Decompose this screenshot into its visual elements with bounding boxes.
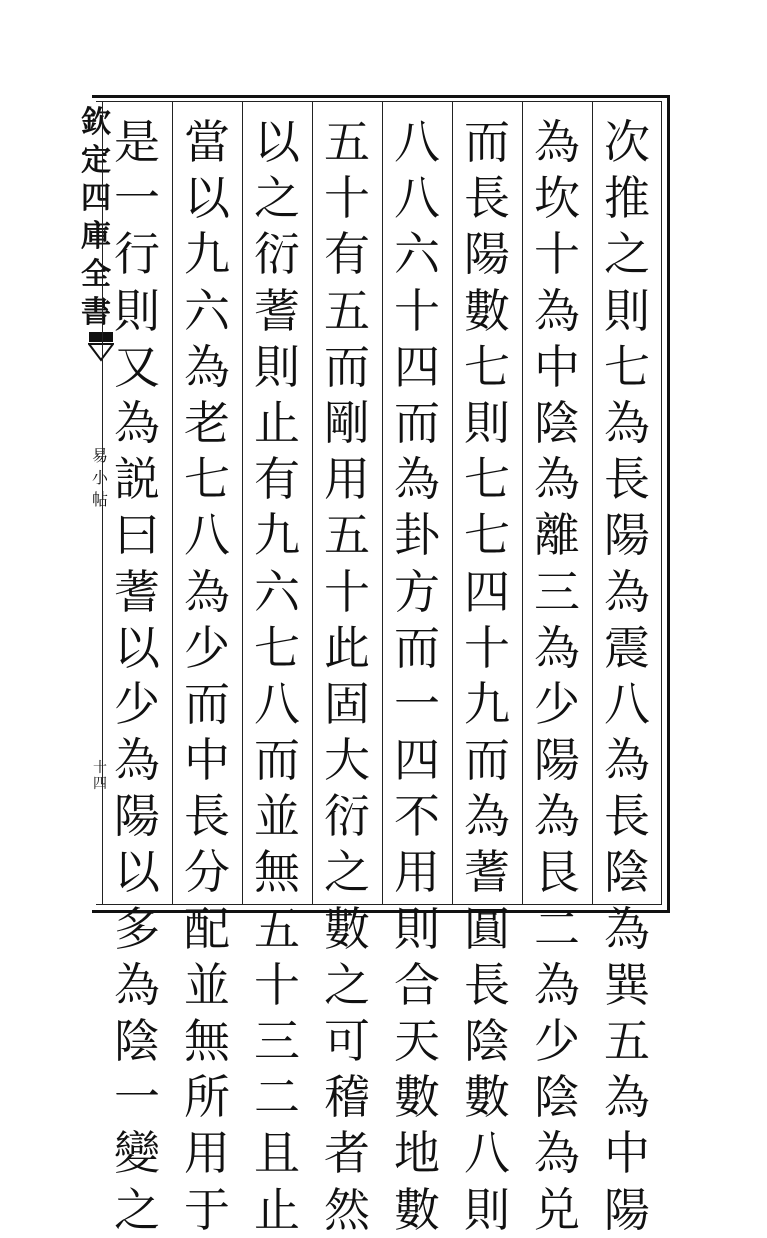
character: 長 xyxy=(464,171,510,226)
character: 帖 xyxy=(91,490,108,509)
character: 欽 xyxy=(81,105,111,140)
character: 以 xyxy=(254,115,300,169)
character: 全 xyxy=(81,257,111,292)
character: 長 xyxy=(184,789,230,844)
character: 止 xyxy=(254,395,300,450)
character: 長 xyxy=(464,957,510,1012)
character: 為 xyxy=(534,283,580,338)
character: 次 xyxy=(604,115,650,169)
character: 少 xyxy=(534,1014,580,1068)
character: 七 xyxy=(464,508,510,563)
character: 並 xyxy=(184,957,230,1012)
character: 則 xyxy=(464,1182,510,1237)
character: 為 xyxy=(114,395,160,450)
text-column xyxy=(172,114,242,1237)
character: 天 xyxy=(394,1014,440,1068)
character: 用 xyxy=(324,452,370,507)
character: 五 xyxy=(324,508,370,563)
character: 固 xyxy=(324,676,370,731)
character: 為 xyxy=(114,733,160,788)
character: 則 xyxy=(604,283,650,338)
character: 説 xyxy=(114,452,160,507)
character: 而 xyxy=(464,115,510,169)
character: 十 xyxy=(93,760,107,776)
character: 四 xyxy=(464,564,510,619)
character: 為 xyxy=(604,395,650,450)
character: 則 xyxy=(464,395,510,450)
character: 然 xyxy=(324,1182,370,1237)
character: 中 xyxy=(604,1126,650,1181)
character: 六 xyxy=(394,227,440,282)
character: 中 xyxy=(534,339,580,394)
character: 又 xyxy=(114,339,160,394)
character: 十 xyxy=(254,957,300,1012)
text-column xyxy=(312,114,382,1237)
character: 而 xyxy=(394,395,440,450)
character: 為 xyxy=(604,733,650,788)
character: 卦 xyxy=(394,508,440,563)
character: 陰 xyxy=(604,845,650,900)
character: 為 xyxy=(464,789,510,844)
character: 圓 xyxy=(464,901,510,956)
character: 少 xyxy=(534,676,580,731)
character: 而 xyxy=(254,733,300,788)
character: 之 xyxy=(604,227,650,282)
character: 四 xyxy=(81,181,111,216)
character: 而 xyxy=(324,339,370,394)
character: 數 xyxy=(394,1070,440,1125)
text-column xyxy=(242,114,312,1237)
character: 于 xyxy=(184,1182,230,1237)
character: 三 xyxy=(534,564,580,619)
character: 用 xyxy=(394,845,440,900)
character: 為 xyxy=(534,1126,580,1181)
character: 兑 xyxy=(534,1182,580,1237)
character: 十 xyxy=(394,283,440,338)
character: 當 xyxy=(184,115,230,169)
character: 數 xyxy=(324,901,370,956)
text-column xyxy=(452,114,522,1237)
character: 而 xyxy=(464,733,510,788)
character: 衍 xyxy=(254,227,300,282)
character: 八 xyxy=(394,115,440,169)
character: 七 xyxy=(254,620,300,675)
character: 八 xyxy=(254,676,300,731)
character: 為 xyxy=(604,564,650,619)
character: 一 xyxy=(394,676,440,731)
character: 以 xyxy=(184,171,230,226)
character: 分 xyxy=(184,845,230,900)
character: 四 xyxy=(93,776,107,792)
character: 以 xyxy=(114,845,160,900)
character: 為 xyxy=(604,901,650,956)
character: 方 xyxy=(394,564,440,619)
character: 陽 xyxy=(604,508,650,563)
character: 為 xyxy=(534,115,580,169)
character: 九 xyxy=(184,227,230,282)
character: 用 xyxy=(184,1126,230,1181)
character: 多 xyxy=(114,901,160,956)
character: 陽 xyxy=(464,227,510,282)
character: 為 xyxy=(534,789,580,844)
character: 數 xyxy=(464,1070,510,1125)
character: 而 xyxy=(394,620,440,675)
character: 行 xyxy=(114,227,160,282)
character: 七 xyxy=(464,452,510,507)
character: 二 xyxy=(254,1070,300,1125)
character: 庫 xyxy=(81,219,111,254)
character: 之 xyxy=(254,171,300,226)
character: 一 xyxy=(114,171,160,226)
character: 巽 xyxy=(604,957,650,1012)
character: 易 xyxy=(91,446,108,465)
character: 無 xyxy=(184,1014,230,1068)
character: 七 xyxy=(464,339,510,394)
character: 一 xyxy=(114,1070,160,1125)
character: 為 xyxy=(394,452,440,507)
character: 地 xyxy=(394,1126,440,1181)
character: 所 xyxy=(184,1070,230,1125)
character: 大 xyxy=(324,733,370,788)
character: 定 xyxy=(81,143,111,178)
character: 二 xyxy=(534,901,580,956)
character: 陽 xyxy=(534,733,580,788)
character: 五 xyxy=(324,115,370,169)
character: 長 xyxy=(604,452,650,507)
character: 十 xyxy=(324,171,370,226)
character: 十 xyxy=(464,620,510,675)
character: 推 xyxy=(604,171,650,226)
character: 則 xyxy=(114,283,160,338)
character: 不 xyxy=(394,789,440,844)
character: 八 xyxy=(464,1126,510,1181)
character: 小 xyxy=(91,468,108,487)
character: 離 xyxy=(534,508,580,563)
character: 七 xyxy=(604,339,650,394)
character: 為 xyxy=(184,564,230,619)
character: 則 xyxy=(254,339,300,394)
character: 並 xyxy=(254,789,300,844)
character: 曰 xyxy=(114,508,160,563)
character: 為 xyxy=(534,620,580,675)
character: 中 xyxy=(184,733,230,788)
character: 剛 xyxy=(324,395,370,450)
character: 蓍 xyxy=(464,845,510,900)
character: 無 xyxy=(254,845,300,900)
character: 九 xyxy=(254,508,300,563)
character: 陽 xyxy=(114,789,160,844)
character: 而 xyxy=(184,676,230,731)
character: 陰 xyxy=(114,1014,160,1068)
character: 八 xyxy=(184,508,230,563)
character: 配 xyxy=(184,901,230,956)
character: 為 xyxy=(114,957,160,1012)
character: 數 xyxy=(394,1182,440,1237)
character: 四 xyxy=(394,339,440,394)
character: 此 xyxy=(324,620,370,675)
character: 艮 xyxy=(534,845,580,900)
text-column xyxy=(522,114,592,1237)
character: 者 xyxy=(324,1126,370,1181)
text-column xyxy=(592,114,662,1237)
character: 為 xyxy=(534,452,580,507)
character: 且 xyxy=(254,1126,300,1181)
character: 震 xyxy=(604,620,650,675)
character: 之 xyxy=(324,957,370,1012)
character: 為 xyxy=(604,1070,650,1125)
character: 衍 xyxy=(324,789,370,844)
character: 八 xyxy=(394,171,440,226)
character: 陰 xyxy=(464,1014,510,1068)
character: 坎 xyxy=(534,171,580,226)
character: 是 xyxy=(114,115,160,169)
character: 六 xyxy=(184,283,230,338)
character: 之 xyxy=(114,1182,160,1237)
character: 五 xyxy=(254,901,300,956)
character: 五 xyxy=(324,283,370,338)
character: 十 xyxy=(324,564,370,619)
character: 少 xyxy=(114,676,160,731)
character: 陽 xyxy=(604,1182,650,1237)
character: 之 xyxy=(324,845,370,900)
character: 四 xyxy=(394,733,440,788)
character: 數 xyxy=(464,283,510,338)
character: 長 xyxy=(604,789,650,844)
character: 止 xyxy=(254,1182,300,1237)
character: 則 xyxy=(394,901,440,956)
character: 六 xyxy=(254,564,300,619)
character: 陰 xyxy=(534,395,580,450)
character: 為 xyxy=(184,339,230,394)
character: 蓍 xyxy=(254,283,300,338)
character: 以 xyxy=(114,620,160,675)
character: 老 xyxy=(184,395,230,450)
character: 陰 xyxy=(534,1070,580,1125)
character: 九 xyxy=(464,676,510,731)
character: 五 xyxy=(604,1014,650,1068)
character: 稽 xyxy=(324,1070,370,1125)
character: 有 xyxy=(254,452,300,507)
character: 合 xyxy=(394,957,440,1012)
character: 八 xyxy=(604,676,650,731)
character: 少 xyxy=(184,620,230,675)
character: 可 xyxy=(324,1014,370,1068)
character: 七 xyxy=(184,452,230,507)
text-column xyxy=(382,114,452,1237)
character: 書 xyxy=(81,295,111,330)
character: 十 xyxy=(534,227,580,282)
character: 有 xyxy=(324,227,370,282)
text-column xyxy=(102,114,172,1237)
character: 三 xyxy=(254,1014,300,1068)
character: 變 xyxy=(114,1126,160,1181)
character: 為 xyxy=(534,957,580,1012)
character: 蓍 xyxy=(114,564,160,619)
